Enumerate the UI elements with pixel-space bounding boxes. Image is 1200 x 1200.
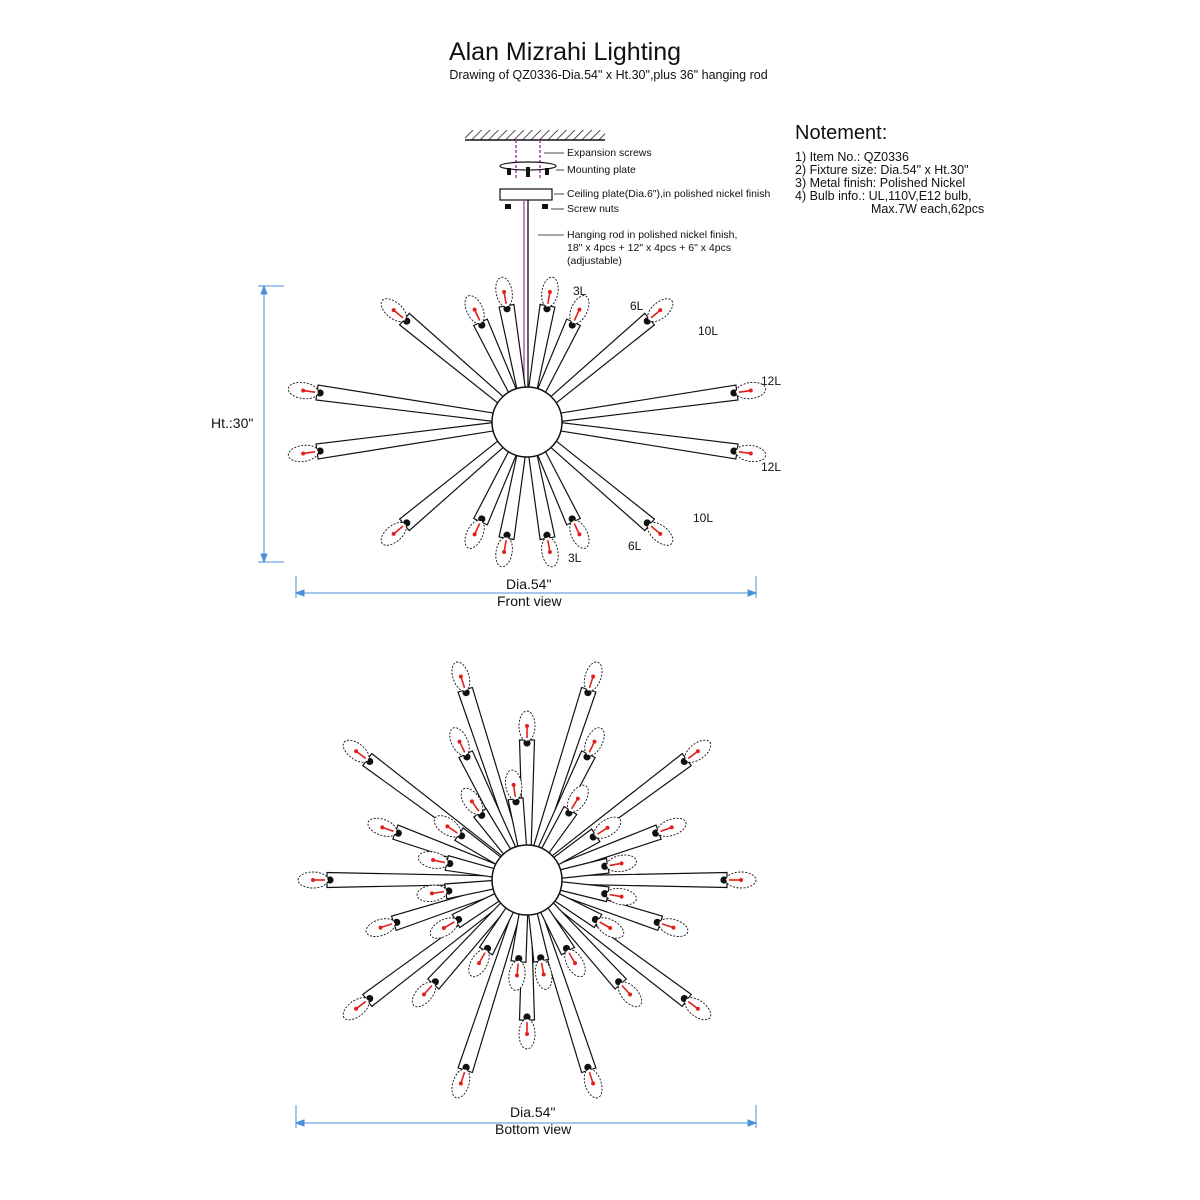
bulb-filament-tip <box>671 926 675 930</box>
note-metal-finish: 3) Metal finish: Polished Nickel <box>795 176 966 190</box>
bulb-filament-tip <box>301 389 305 393</box>
bulb-filament-tip <box>515 973 519 977</box>
bulb-filament-tip <box>431 858 435 862</box>
tier-label-upper: 12L <box>761 374 782 388</box>
bottom-view-center-sphere <box>492 845 562 915</box>
bulb-filament-tip <box>548 550 552 554</box>
ceiling-plate <box>500 189 552 200</box>
page-subtitle: Drawing of QZ0336-Dia.54" x Ht.30",plus 36" hanging rod <box>449 68 768 82</box>
bulb-filament-tip <box>525 724 529 728</box>
bulb-filament-tip <box>576 797 580 801</box>
notes-list <box>795 151 984 216</box>
bulb-filament-tip <box>749 451 753 455</box>
mounting-plate-screw <box>507 168 511 175</box>
bulb-filament-tip <box>354 749 358 753</box>
front-width-label: Dia.54" <box>506 576 552 592</box>
notes-panel <box>795 122 984 216</box>
bulb-filament-tip <box>542 973 546 977</box>
note-bulb-info: 4) Bulb info.: UL,110V,E12 bulb, <box>795 189 972 203</box>
page-title: Alan Mizrahi Lighting <box>448 38 682 66</box>
bulb-filament-tip <box>502 550 506 554</box>
front-view-caption: Front view <box>497 593 562 609</box>
arm <box>287 381 496 422</box>
height-dimension-arrow <box>261 554 267 562</box>
bottom-width-label: Dia.54" <box>510 1104 556 1120</box>
bulb-filament-tip <box>473 532 477 536</box>
bulb-filament-tip <box>430 891 434 895</box>
callout-screw-nuts: Screw nuts <box>567 203 619 215</box>
arm <box>558 422 767 463</box>
bulb-filament-tip <box>392 532 396 536</box>
callout-expansion-screws: Expansion screws <box>567 147 652 159</box>
bulb-filament-tip <box>658 532 662 536</box>
bulb-filament-tip <box>380 825 384 829</box>
bulb-filament-tip <box>392 308 396 312</box>
bulb-filament-tip <box>445 824 449 828</box>
tier-label-upper: 6L <box>630 299 644 313</box>
arm <box>287 422 496 463</box>
callout-hanging-rod-line: (adjustable) <box>567 255 622 267</box>
bulb-filament-tip <box>422 992 426 996</box>
front-width-dimension-arrow <box>296 590 304 596</box>
height-dimension-arrow <box>261 286 267 294</box>
bulb-filament-tip <box>573 961 577 965</box>
callout-ceiling-plate: Ceiling plate(Dia.6"),in polished nickel finish <box>567 188 771 200</box>
bulb-filament-tip <box>473 308 477 312</box>
notes-heading: Notement: <box>795 122 888 144</box>
bulb-filament-tip <box>696 749 700 753</box>
tier-label-upper: 3L <box>573 284 587 298</box>
bulb-filament-tip <box>548 290 552 294</box>
arm <box>558 381 767 422</box>
bulb-filament-tip <box>301 451 305 455</box>
arm-tube <box>316 385 496 422</box>
bulb-filament-tip <box>457 740 461 744</box>
bottom-width-dimension-arrow <box>748 1120 756 1126</box>
bulb-filament-tip <box>470 799 474 803</box>
note-bulb-wattage: Max.7W each,62pcs <box>871 202 985 216</box>
tier-label-lower: 6L <box>628 539 642 553</box>
bulb-filament-tip <box>459 674 463 678</box>
bulb-filament-tip <box>577 532 581 536</box>
mounting-plate-screw <box>545 168 549 175</box>
front-view-center-sphere <box>492 387 562 457</box>
bulb-filament-tip <box>354 1007 358 1011</box>
bulb-filament-tip <box>658 308 662 312</box>
tier-label-upper: 10L <box>698 324 719 338</box>
bulb-filament-tip <box>606 826 610 830</box>
screw-nut <box>542 204 548 209</box>
bulb-filament-tip <box>670 825 674 829</box>
bulb-filament-tip <box>608 926 612 930</box>
tier-label-lower: 10L <box>693 511 714 525</box>
callout-hanging-rod-line: 18" x 4pcs + 12" x 4pcs + 6" x 4pcs <box>567 242 732 254</box>
bottom-view-caption: Bottom view <box>495 1121 572 1137</box>
bulb-filament-tip <box>379 926 383 930</box>
mounting-plate-screw <box>526 167 530 177</box>
bulb-filament-tip <box>477 961 481 965</box>
tier-label-lower: 12L <box>761 460 782 474</box>
bulb-filament-tip <box>749 389 753 393</box>
bulb-filament-tip <box>628 992 632 996</box>
bulb-filament-tip <box>591 674 595 678</box>
screw-nut <box>505 204 511 209</box>
bulb-filament-tip <box>739 878 743 882</box>
arm-tube <box>558 422 738 459</box>
arm-tube <box>316 422 496 459</box>
bottom-width-dimension-arrow <box>296 1120 304 1126</box>
bulb-filament-tip <box>311 878 315 882</box>
bulb-filament-tip <box>620 895 624 899</box>
ceiling-hatch <box>465 130 605 140</box>
bulb-filament-tip <box>696 1007 700 1011</box>
arm-tube <box>558 385 738 422</box>
note-item-number: 1) Item No.: QZ0336 <box>795 150 909 164</box>
bulb-filament-tip <box>525 1032 529 1036</box>
bulb-filament-tip <box>502 290 506 294</box>
bulb-filament-tip <box>512 783 516 787</box>
callout-hanging-rod-line: Hanging rod in polished nickel finish, <box>567 229 738 241</box>
front-width-dimension-arrow <box>748 590 756 596</box>
height-label: Ht.:30" <box>211 415 254 431</box>
bulb-filament-tip <box>620 861 624 865</box>
bulb-filament-tip <box>591 1082 595 1086</box>
tier-label-lower: 3L <box>568 551 582 565</box>
bulb-filament-tip <box>442 926 446 930</box>
bulb-filament-tip <box>593 740 597 744</box>
note-fixture-size: 2) Fixture size: Dia.54" x Ht.30" <box>795 163 969 177</box>
callout-hanging-rod <box>567 229 737 268</box>
bulb-filament-tip <box>577 308 581 312</box>
bulb-filament-tip <box>459 1082 463 1086</box>
callout-mounting-plate: Mounting plate <box>567 164 636 176</box>
